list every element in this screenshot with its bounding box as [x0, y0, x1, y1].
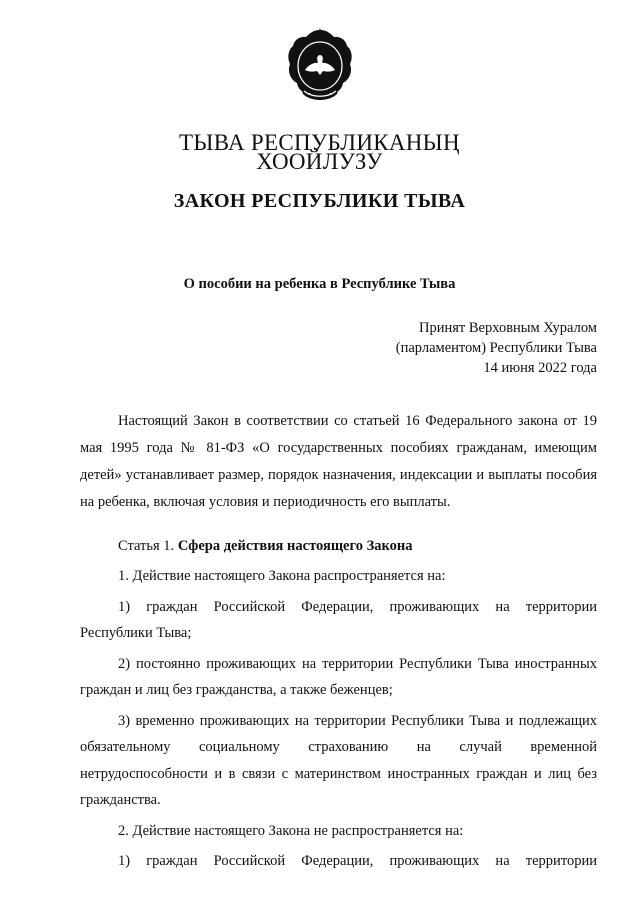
clause-2: 2. Действие настоящего Закона не распространяется на: [118, 822, 464, 839]
adoption-line-2: (парламентом) Республики Тыва [395, 340, 597, 356]
adoption-info [396, 318, 597, 378]
clause-2-item-1: 1) граждан Российской Федерации, проживающих на территории [118, 853, 597, 869]
clause-1-item-2: 2) постоянно проживающих на территории Республики Тыва иностранных граждан и лиц без гражданства, а также беженцев; [80, 655, 597, 698]
law-title: ЗАКОН РЕСПУБЛИКИ ТЫВА [173, 190, 466, 212]
header-line-1: ТЫВА РЕСПУБЛИКАНЫҢ [179, 130, 460, 155]
coat-of-arms-icon [287, 28, 353, 110]
header-line-2: ХООЙЛУЗУ [256, 149, 383, 174]
clause-1-item-3: 3) временно проживающих на территории Республики Тыва и подлежащих обязательному социальному страхованию на случай временной нетрудоспособности и в связи с материнством иностранных граждан и лиц без гражданства. [80, 712, 597, 808]
article-1-heading [118, 538, 413, 555]
clause-1-item-1: 1) граждан Российской Федерации, проживающих на территории Республики Тыва; [80, 598, 597, 641]
preamble-paragraph: Настоящий Закон в соответствии со статьей 16 Федерального закона от 19 мая 1995 года № 81-ФЗ «О государственных пособиях гражданам, имеющим детей» устанавливает размер, порядок назначения, индексации и выплаты пособия на ребенка, включая условия и периодичность его выплаты. [80, 413, 597, 510]
preamble [80, 408, 597, 516]
clause-1: 1. Действие настоящего Закона распространяется на: [118, 568, 446, 584]
article-1-clauses [80, 563, 597, 879]
article-1-title: Сфера действия настоящего Закона [177, 538, 413, 554]
adoption-date: 14 июня 2022 года [483, 360, 597, 376]
article-1-prefix: Статья 1. [118, 538, 178, 554]
adoption-line-1: Принят Верховным Хуралом [419, 320, 597, 336]
law-subject-heading: О пособии на ребенка в Республике Тыва [183, 276, 456, 292]
